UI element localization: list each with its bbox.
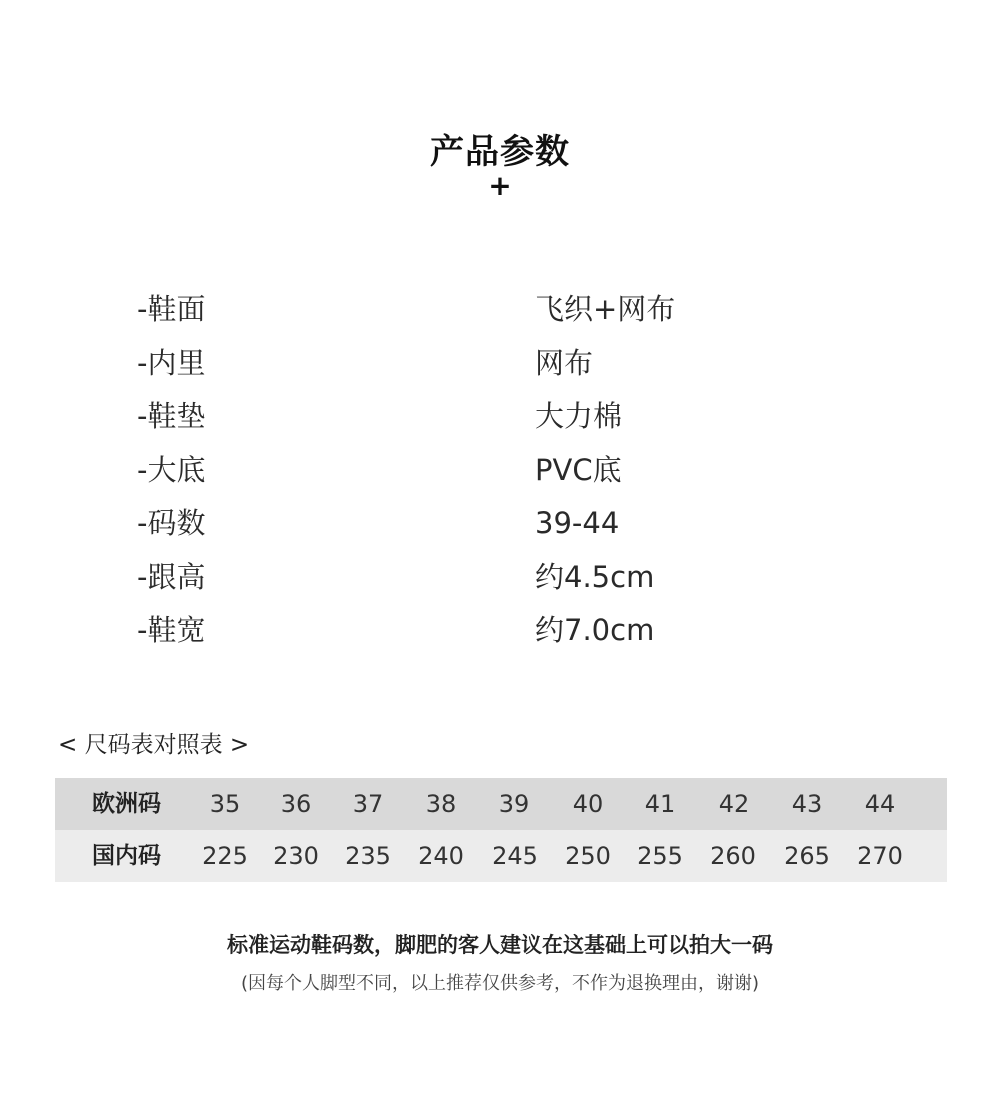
param-list bbox=[0, 284, 1000, 659]
size-cell-cn: 270 bbox=[857, 842, 903, 870]
plus-icon: + bbox=[488, 169, 512, 202]
size-row-eu bbox=[55, 778, 947, 830]
param-label-lining: -内里 bbox=[137, 345, 206, 380]
size-cell-eu: 35 bbox=[209, 790, 241, 818]
param-row bbox=[0, 552, 1000, 606]
size-cell-cn: 260 bbox=[710, 842, 756, 870]
size-cell-eu: 42 bbox=[718, 790, 750, 818]
param-label-insole: -鞋垫 bbox=[137, 399, 206, 433]
size-advice-note: 标准运动鞋码数，脚肥的客人建议在这基础上可以拍大一码 bbox=[227, 933, 773, 957]
size-cell-cn: 230 bbox=[273, 842, 319, 870]
param-row bbox=[0, 498, 1000, 552]
size-cell-eu: 39 bbox=[498, 790, 530, 818]
size-cell-cn: 265 bbox=[784, 842, 830, 870]
size-disclaimer-note: (因每个人脚型不同，以上推荐仅供参考，不作为退换理由，谢谢) bbox=[240, 973, 760, 994]
size-cell-eu: 40 bbox=[572, 790, 604, 818]
size-cell-cn: 235 bbox=[345, 842, 391, 870]
size-row-label-cn: 国内码 bbox=[92, 843, 161, 869]
size-cell-eu: 43 bbox=[791, 790, 823, 818]
size-row-label-eu: 欧洲码 bbox=[92, 791, 161, 817]
param-value-heel-height: 约4.5cm bbox=[535, 559, 655, 594]
size-cell-eu: 41 bbox=[644, 790, 676, 818]
param-label-size: -码数 bbox=[137, 506, 206, 540]
param-row bbox=[0, 605, 1000, 659]
param-label-width: -鞋宽 bbox=[137, 613, 206, 647]
size-cell-cn: 240 bbox=[418, 842, 464, 870]
param-value-lining: 网布 bbox=[535, 345, 594, 380]
size-cell-cn: 245 bbox=[492, 842, 538, 870]
param-row bbox=[0, 391, 1000, 445]
size-chart-table bbox=[55, 778, 947, 882]
param-value-outsole: PVC底 bbox=[535, 452, 622, 487]
param-label-upper: -鞋面 bbox=[137, 292, 206, 326]
param-value-size: 39-44 bbox=[535, 506, 620, 540]
param-value-upper: 飞织+网布 bbox=[535, 292, 676, 326]
size-cell-eu: 36 bbox=[280, 790, 312, 818]
size-cell-cn: 255 bbox=[637, 842, 683, 870]
param-row bbox=[0, 445, 1000, 499]
page-title: 产品参数 bbox=[430, 132, 570, 172]
param-value-insole: 大力棉 bbox=[535, 399, 623, 433]
param-row bbox=[0, 338, 1000, 392]
size-cell-eu: 38 bbox=[425, 790, 457, 818]
size-row-cn bbox=[55, 830, 947, 882]
param-label-outsole: -大底 bbox=[137, 452, 206, 487]
size-cell-cn: 225 bbox=[202, 842, 248, 870]
size-cell-eu: 44 bbox=[864, 790, 896, 818]
size-chart-heading: < 尺码表对照表 > bbox=[58, 732, 250, 758]
param-row bbox=[0, 284, 1000, 338]
param-value-width: 约7.0cm bbox=[535, 613, 655, 647]
size-cell-cn: 250 bbox=[565, 842, 611, 870]
size-cell-eu: 37 bbox=[352, 790, 384, 818]
param-label-heel-height: -跟高 bbox=[137, 559, 206, 594]
